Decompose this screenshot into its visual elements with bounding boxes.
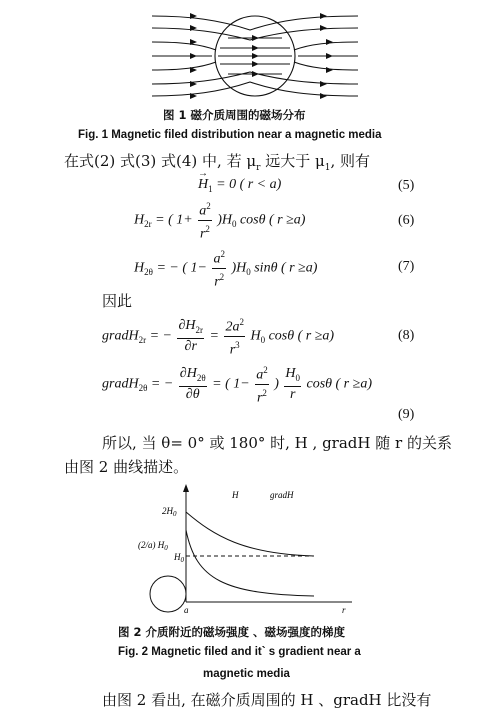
equation-8: gradH$_{2r}$ = − $\frac{\partial H_{2r}}{\partial r}$ = $\frac{2a^2}{r^3}$ $H_0$ cosθ ( r ≥a): [102, 314, 334, 358]
equation-9: gradH$_{2\theta}$ = − $\frac{\partial H_{2\theta}}{\partial\theta}$ = ( 1− $\frac{a^2}{r^2}$ ) $\frac{H_0}{r}$ cosθ ( r ≥a): [102, 362, 372, 406]
paragraph-intro: 在式(2) 式(3) 式(4) 中, 若 $\mu_r$ 远大于 $\mu_1$, 则有: [64, 152, 370, 173]
figure-2-caption-cn: 图 2 介质附近的磁场强度 、磁场强度的梯度: [118, 625, 346, 639]
x-tick-a: a: [184, 605, 189, 615]
paragraph-3: 由图 2 看出, 在磁介质周围的 H 、gradH 比没有: [102, 691, 432, 709]
equation-8-number: (8): [398, 328, 415, 343]
figure-2-plot: [134, 484, 364, 616]
equation-7-number: (7): [398, 259, 415, 274]
figure-1-field-diagram: [150, 8, 360, 104]
figure-1-caption-en: Fig. 1 Magnetic filed distribution near a magnetic media: [78, 129, 382, 141]
legend-H: H: [232, 490, 239, 500]
figure-2-caption-en-1: Fig. 2 Magnetic filed and it` s gradient near a: [118, 646, 361, 658]
equation-7: $H_{2\theta}$ = − ( 1− $\frac{a^2}{r^2}$ )$H_0$ sinθ ( r ≥a): [134, 246, 317, 290]
paragraph-2-line-2: 由图 2 曲线描述。: [64, 458, 189, 476]
equation-6: $H_{2r}$ = ( 1+ $\frac{a^2}{r^2}$ )$H_0$ cosθ ( r ≥a): [134, 198, 305, 242]
x-label-r: r: [342, 605, 346, 615]
figure-1-caption-cn: 图 1 磁介质周围的磁场分布: [163, 108, 306, 122]
equation-5: → $H_1 = 0$ ( r < a): [198, 168, 282, 194]
legend-gradH: gradH: [270, 490, 294, 500]
paragraph-2-line-1: 所以, 当 θ= 0° 或 180° 时, H , gradH 随 r 的关系: [102, 434, 452, 452]
tick-2H0: $2H_0$: [162, 506, 177, 518]
equation-5-number: (5): [398, 178, 415, 193]
therefore-text: 因此: [102, 292, 133, 310]
equation-6-number: (6): [398, 213, 415, 228]
tick-2a-H0: (2/a) $H_0$: [138, 540, 168, 552]
equation-9-number: (9): [398, 407, 415, 422]
figure-2-caption-en-2: magnetic media: [203, 668, 290, 680]
tick-H0: $H_0$: [174, 552, 184, 564]
